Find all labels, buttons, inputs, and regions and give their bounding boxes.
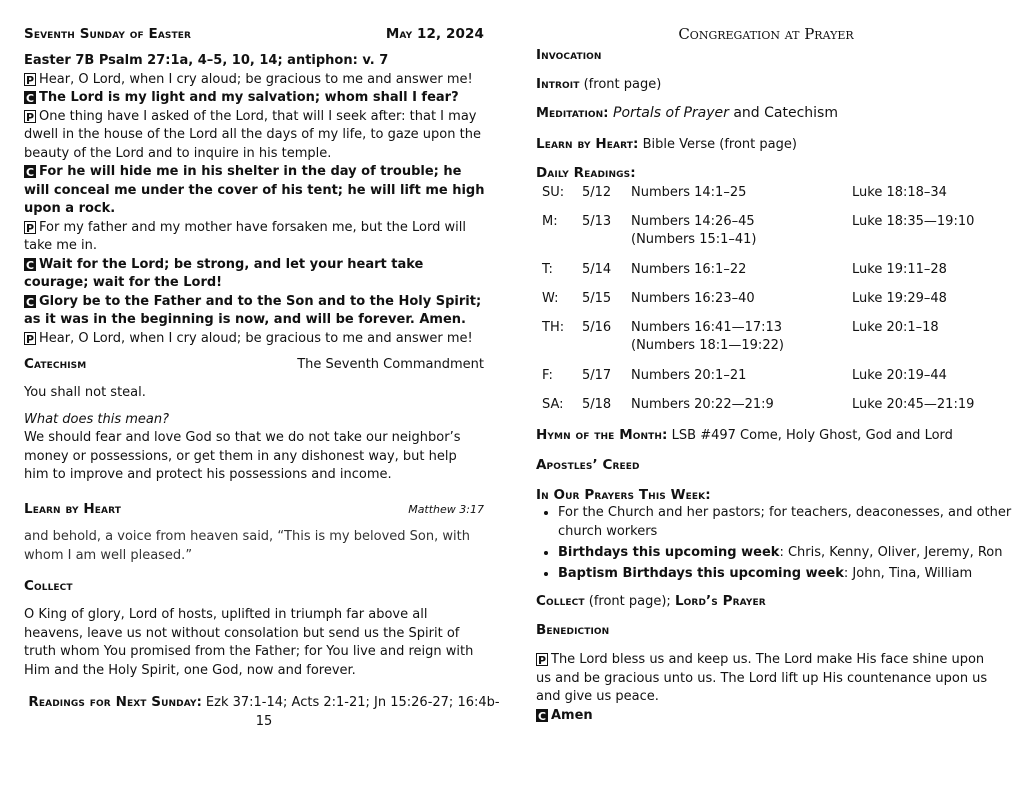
reading-day: M: (542, 214, 558, 229)
daily-readings-table-wrap (536, 184, 998, 420)
reading-ot: Numbers 16:41—17:13 (Numbers 18:1—19:22) (631, 320, 784, 353)
prayer-title: Congregation at Prayer (678, 25, 854, 43)
table-row (536, 396, 992, 420)
psalm-line (24, 71, 487, 90)
list-item (558, 503, 1020, 541)
psalm-line (24, 108, 487, 164)
psalm-line (24, 89, 487, 108)
pastor-icon: P (537, 654, 547, 667)
pastor-icon: P (25, 110, 35, 124)
congregation-icon: C (25, 258, 35, 272)
reading-nt: Luke 18:18–34 (852, 185, 947, 200)
table-row (536, 213, 992, 261)
reading-day: SA: (542, 397, 564, 412)
learn-by-heart-text: and behold, a voice from heaven said, “This is my beloved Son, with whom I am well pleased.” (24, 529, 470, 563)
psalm-line (24, 330, 487, 349)
benediction-heading: Benediction (536, 622, 610, 638)
next-sunday-colon: : (196, 695, 202, 710)
reading-date: 5/18 (582, 397, 612, 412)
reading-ot: Numbers 16:1–22 (631, 262, 747, 277)
commandment-text: You shall not steal. (24, 385, 146, 400)
learn-by-heart-header (24, 501, 484, 517)
table-row (536, 290, 992, 319)
reading-date: 5/15 (582, 291, 612, 306)
reading-date: 5/12 (582, 185, 612, 200)
reading-day: TH: (542, 320, 565, 335)
prayers-list (536, 503, 1020, 585)
daily-readings-table (536, 184, 992, 420)
pastor-icon: P (25, 221, 35, 235)
reading-ot: Numbers 14:26–45 (Numbers 15:1–41) (631, 214, 757, 247)
reading-ot: Numbers 16:23–40 (631, 291, 755, 306)
benediction-body (536, 651, 998, 725)
reading-nt: Luke 18:35—19:10 (852, 214, 975, 229)
list-item (558, 564, 1020, 583)
psalm-line (24, 219, 487, 256)
creed-heading: Apostles’ Creed (536, 457, 640, 473)
psalm-section (24, 52, 487, 348)
reading-nt: Luke 20:1–18 (852, 320, 939, 335)
reading-day: T: (542, 262, 553, 277)
reading-date: 5/14 (582, 262, 612, 277)
invocation-heading: Invocation (536, 47, 602, 63)
introit-note: (front page) (583, 77, 662, 92)
lords-prayer-label: Lord’s Prayer (674, 593, 766, 609)
reading-date: 5/16 (582, 320, 612, 335)
psalm-text: One thing have I asked of the Lord, that will I seek after: that I may dwell in the house of the Lord all the days of my life, to gaze upon the beauty of the Lord and to inquire in his temple. (24, 108, 481, 161)
collect-heading: Collect (24, 578, 73, 594)
meditation-label: Meditation: (536, 106, 609, 121)
meditation-line (536, 105, 998, 121)
reading-nt: Luke 20:45—21:19 (852, 397, 975, 412)
reading-date: 5/13 (582, 214, 612, 229)
learn-by-heart-reference: Matthew 3:17 (408, 503, 484, 516)
next-sunday-text: Ezk 37:1-14; Acts 2:1-21; Jn 15:26-27; 16:4b-15 (205, 695, 500, 729)
psalm-text: Glory be to the Father and to the Son and to the Holy Spirit; as it was in the beginning is now, and will be forever. Amen. (24, 293, 482, 327)
header-date: May 12, 2024 (385, 26, 484, 42)
congregation-icon: C (25, 295, 35, 309)
header-title: Seventh Sunday of Easter (24, 26, 192, 42)
collect-text: O King of glory, Lord of hosts, uplifted in triumph far above all heavens, leave us not without consolation but send us the Spirit of truth whom You promised from the Father; for You live and reign with Him and the Holy Spirit, one God, now and forever. (24, 607, 474, 678)
reading-nt: Luke 20:19–44 (852, 368, 947, 383)
daily-readings-heading: Daily Readings: (536, 165, 636, 181)
psalm-text: For my father and my mother have forsaken me, but the Lord will take me in. (24, 219, 466, 253)
congregation-icon: C (25, 166, 35, 179)
hymn-label: Hymn of the Month: (536, 427, 668, 443)
introit-line (536, 75, 998, 95)
psalm-line (24, 163, 487, 219)
meditation-rest: and Catechism (733, 105, 838, 121)
catechism-answer: We should fear and love God so that we do not take our neighbor’s money or possessions, or get them in any dishonest way, but help him to improve and protect his possessions and income. (24, 430, 461, 482)
next-sunday-readings (24, 693, 504, 731)
learn-by-heart-heading: Learn by Heart (24, 501, 121, 517)
reading-nt: Luke 19:29–48 (852, 291, 947, 306)
lbh-text: Bible Verse (front page) (642, 137, 797, 152)
table-row (536, 184, 992, 213)
collect-label: Collect (536, 593, 585, 609)
reading-ot: Numbers 20:1–21 (631, 368, 747, 383)
reading-ot: Numbers 20:22—21:9 (631, 397, 774, 412)
baptism-names: : John, Tina, William (843, 566, 973, 581)
catechism-body (24, 384, 484, 485)
psalm-heading: Easter 7B Psalm 27:1a, 4–5, 10, 14; antiphon: v. 7 (24, 53, 389, 68)
benediction-pastor-line (536, 651, 998, 707)
psalm-text: Hear, O Lord, when I cry aloud; be gracious to me and answer me! (39, 71, 473, 87)
catechism-subtitle: The Seventh Commandment (297, 357, 484, 372)
congregation-icon: C (25, 92, 35, 105)
amen-text: Amen (551, 707, 593, 723)
introit-label: Introit (536, 76, 580, 92)
hymn-text: LSB #497 Come, Holy Ghost, God and Lord (671, 428, 953, 443)
catechism-question: What does this mean? (24, 411, 170, 427)
collect-note: (front page); (588, 594, 671, 609)
psalm-text: For he will hide me in his shelter in the day of trouble; he will conceal me under the cover of his tent; he will lift me high upon a rock. (24, 164, 485, 216)
pastor-icon: P (25, 332, 35, 346)
psalm-line (24, 256, 487, 293)
table-row (536, 367, 992, 396)
reading-ot: Numbers 14:1–25 (631, 185, 747, 200)
next-sunday-label: Readings for Next Sunday (28, 694, 197, 710)
benediction-text: The Lord bless us and keep us. The Lord make His face shine upon us and be gracious unto us. The Lord lift up His countenance upon us and give us peace. (536, 652, 988, 704)
prayers-heading: In Our Prayers This Week: (536, 487, 711, 503)
psalm-text: Wait for the Lord; be strong, and let your heart take courage; wait for the Lord! (24, 256, 424, 290)
table-row (536, 319, 992, 367)
meditation-title: Portals of Prayer (613, 105, 729, 121)
birthdays-names: : Chris, Kenny, Oliver, Jeremy, Ron (779, 545, 1003, 560)
header (24, 26, 484, 42)
reading-day: SU: (542, 185, 565, 200)
collect-line (536, 592, 998, 612)
psalm-text: Hear, O Lord, when I cry aloud; be gracious to me and answer me! (39, 330, 473, 346)
reading-nt: Luke 19:11–28 (852, 262, 947, 277)
baptism-label: Baptism Birthdays this upcoming week (558, 566, 844, 581)
congregation-icon: C (537, 709, 547, 723)
benediction-congregation-line (536, 707, 998, 726)
prayers-item-text: For the Church and her pastors; for teachers, deaconesses, and other church workers (558, 505, 1012, 539)
psalm-text: The Lord is my light and my salvation; whom shall I fear? (39, 90, 459, 105)
birthdays-label: Birthdays this upcoming week (558, 545, 780, 560)
catechism-heading: Catechism (24, 356, 87, 372)
psalm-line (24, 293, 487, 330)
learn-by-heart-line (536, 135, 998, 155)
pastor-icon: P (25, 73, 35, 87)
reading-day: W: (542, 291, 559, 306)
list-item (558, 543, 1020, 562)
reading-date: 5/17 (582, 368, 612, 383)
catechism-header (24, 356, 484, 375)
hymn-line (536, 426, 998, 446)
lbh-label: Learn by Heart: (536, 136, 639, 152)
table-row (536, 261, 992, 290)
reading-day: F: (542, 368, 553, 383)
